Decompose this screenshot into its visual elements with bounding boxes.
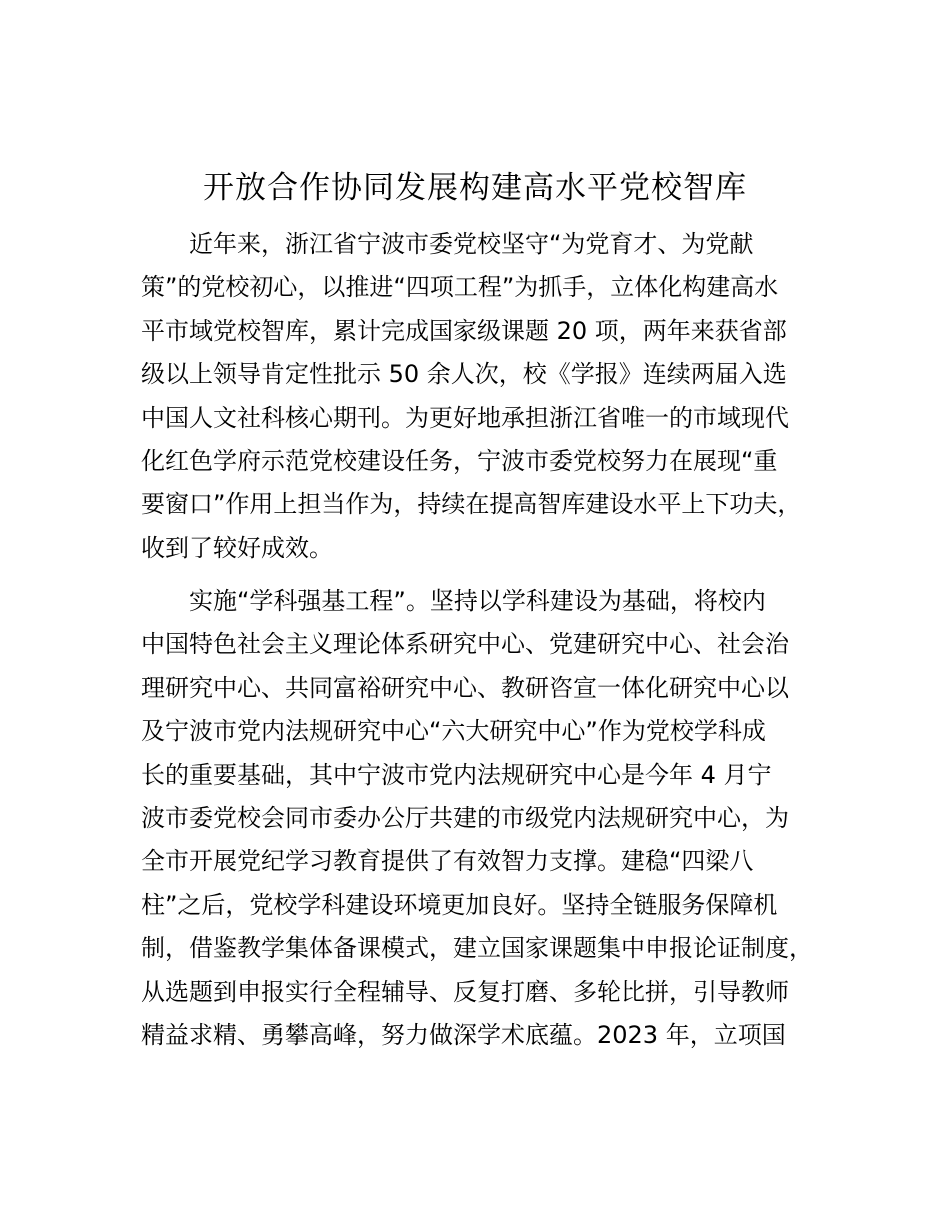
paragraph-line: 全市开展党纪学习教育提供了有效智力支撑。建稳“四梁八 (141, 847, 754, 876)
paragraph-line: 制，借鉴教学集体备课模式，建立国家课题集中申报论证制度， (141, 934, 813, 963)
paragraph-line: 收到了较好成效。 (141, 533, 333, 562)
paragraph-line: 中国特色社会主义理论体系研究中心、党建研究中心、社会治 (141, 630, 789, 659)
paragraph-line: 长的重要基础，其中宁波市党内法规研究中心是今年 4 月宁 (141, 760, 772, 789)
paragraph-line: 波市委党校会同市委办公厅共建的市级党内法规研究中心，为 (141, 803, 789, 832)
document-title: 开放合作协同发展构建高水平党校智库 (203, 170, 747, 206)
paragraph-line: 理研究中心、共同富裕研究中心、教研咨宣一体化研究中心以 (141, 673, 789, 702)
paragraph-line: 从选题到申报实行全程辅导、反复打磨、多轮比拼，引导教师 (141, 977, 789, 1006)
paragraph-2 (141, 580, 841, 1057)
paragraph-line: 要窗口”作用上担当作为，持续在提高智库建设水平上下功夫， (141, 490, 802, 519)
paragraph-line: 实施“学科强基工程”。坚持以学科建设为基础，将校内 (189, 587, 766, 615)
paragraph-1 (141, 223, 841, 570)
paragraph-line: 近年来，浙江省宁波市委党校坚守“为党育才、为党献 (189, 230, 754, 258)
paragraph-line: 级以上领导肯定性批示 50 余人次，校《学报》连续两届入选 (141, 360, 787, 389)
paragraph-line: 精益求精、勇攀高峰，努力做深学术底蕴。2023 年，立项国 (141, 1020, 786, 1049)
paragraph-line: 及宁波市党内法规研究中心“六大研究中心”作为党校学科成 (141, 717, 766, 746)
paragraph-line: 中国人文社科核心期刊。为更好地承担浙江省唯一的市域现代 (141, 403, 789, 432)
paragraph-line: 平市域党校智库，累计完成国家级课题 20 项，两年来获省部 (141, 316, 787, 345)
paragraph-line: 化红色学府示范党校建设任务，宁波市委党校努力在展现“重 (141, 446, 778, 475)
paragraph-line: 柱”之后，党校学科建设环境更加良好。坚持全链服务保障机 (141, 890, 778, 919)
paragraph-line: 策”的党校初心，以推进“四项工程”为抓手，立体化构建高水 (141, 273, 779, 302)
